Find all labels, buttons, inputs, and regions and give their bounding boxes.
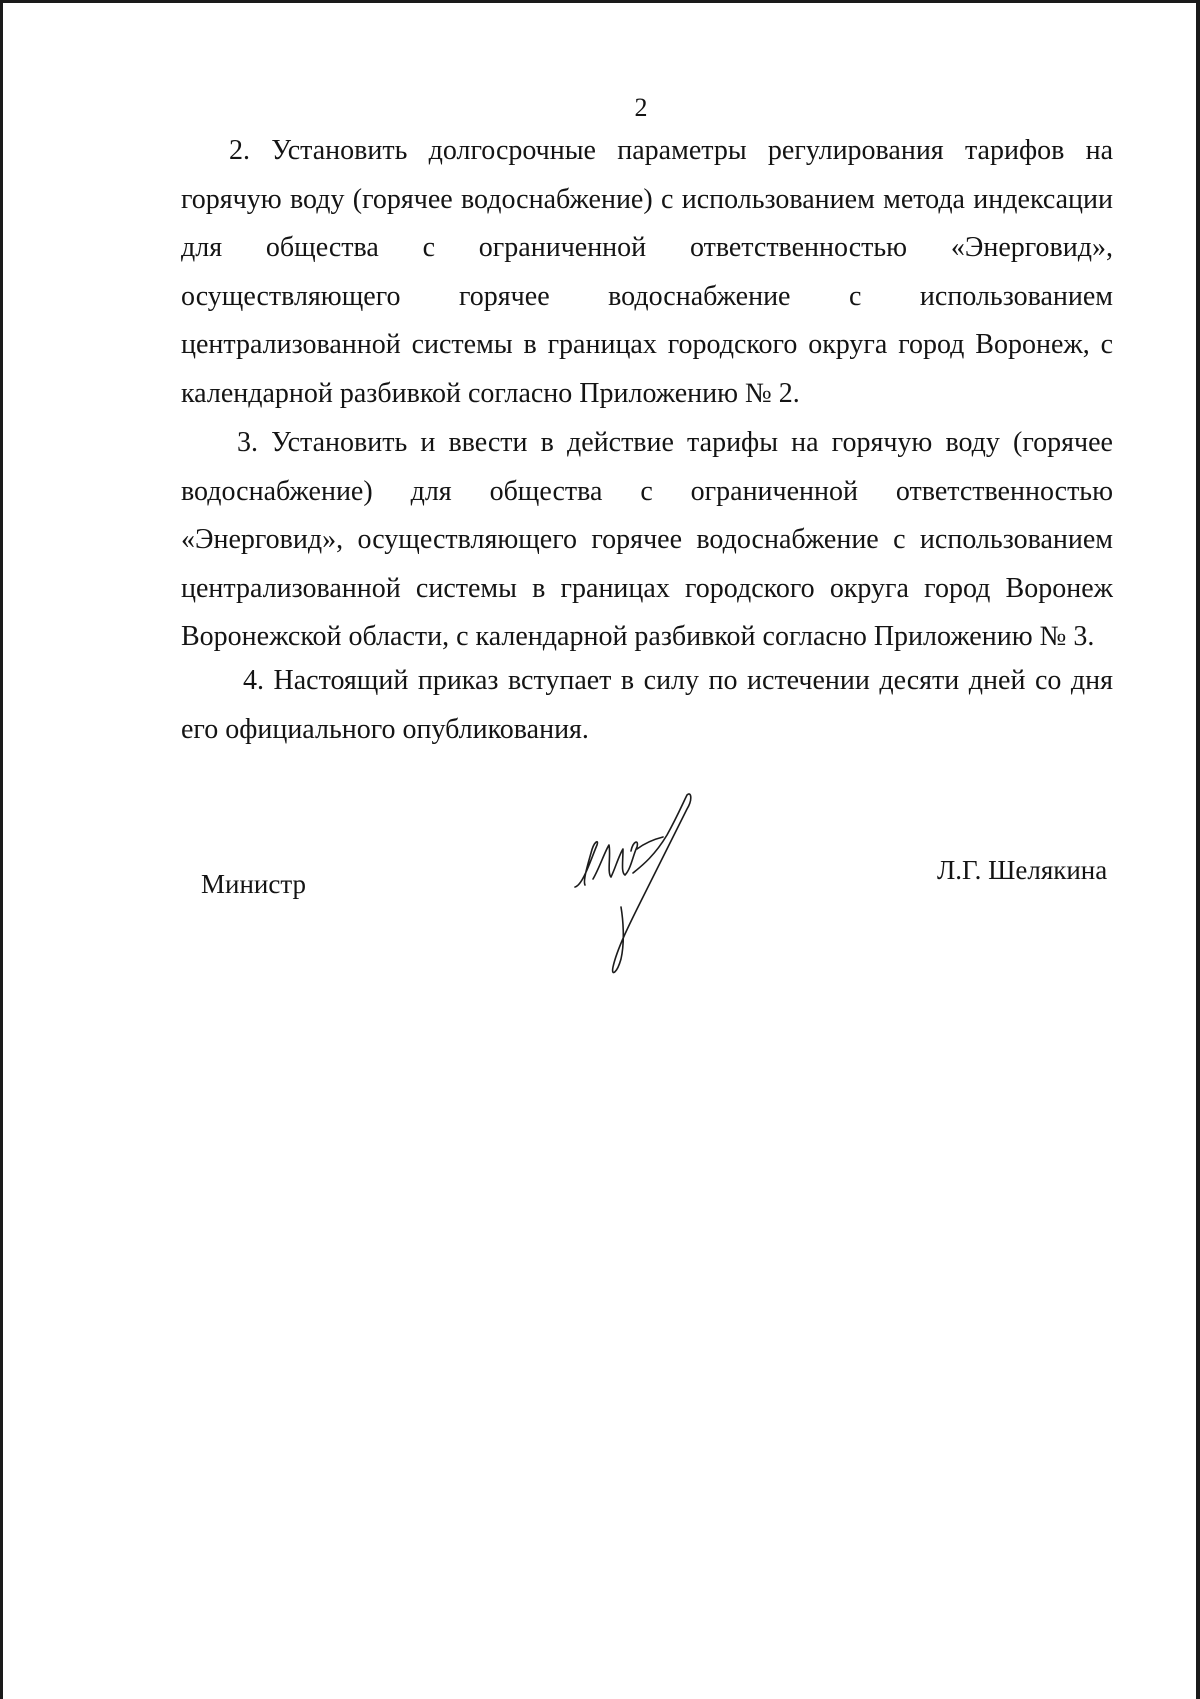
handwritten-signature xyxy=(563,789,713,979)
signatory-name: Л.Г. Шелякина xyxy=(937,855,1108,885)
paragraph-item-2: 2. Установить долгосрочные параметры регулирования тарифов на горячую воду (горячее водоснабжение) с использованием метода индексации для общества с ограниченной ответственностью «Энерговид», осуществляющего горячее водоснабжение с использованием централизованной системы в границах городского округа город Воронеж, с календарной разбивкой согласно Приложению № 2. xyxy=(181,135,1113,409)
paragraph-item-4: 4. Настоящий приказ вступает в силу по истечении десяти дней со дня его официального опубликования. xyxy=(181,665,1113,745)
signatory-role: Министр xyxy=(201,869,306,899)
page-number: 2 xyxy=(634,93,648,122)
paragraph-item-3: 3. Установить и ввести в действие тарифы на горячую воду (горячее водоснабжение) для общества с ограниченной ответственностью «Энерговид», осуществляющего горячее водоснабжение с использованием централизованной системы в границах городского округа город Воронеж Воронежской области, с календарной разбивкой согласно Приложению № 3. xyxy=(181,427,1113,652)
